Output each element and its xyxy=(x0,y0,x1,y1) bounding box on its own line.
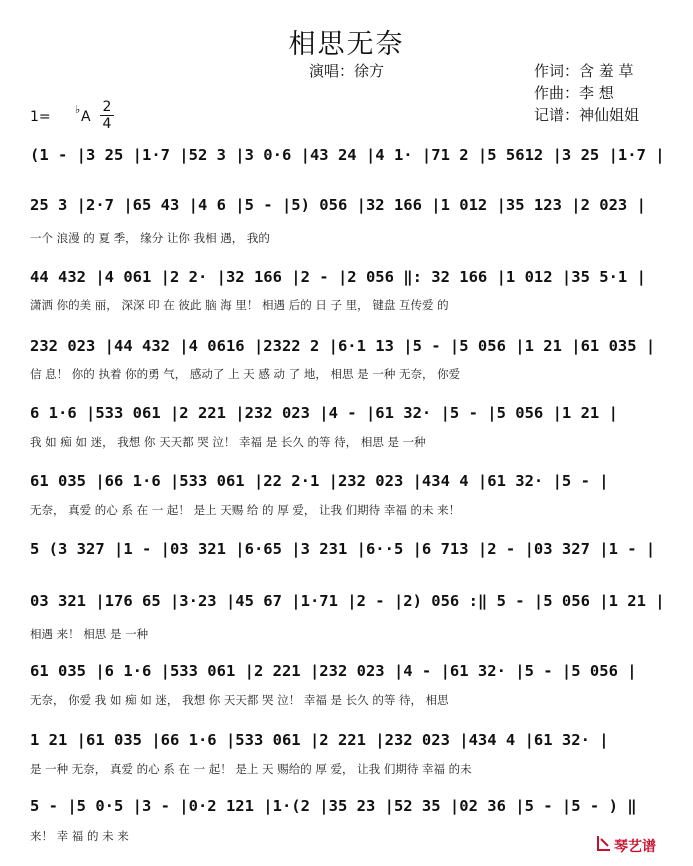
staff-line: 25 3 |2·7 |65 43 |4 6 |5 - |5) 056 |32 166 |1 012 |35 123 |2 023 | xyxy=(30,196,646,214)
staff-line: 232 023 |44 432 |4 0616 |2322 2 |6·1 13 |5 - |5 056 |1 21 |61 035 | xyxy=(30,337,656,355)
lyric-line: 潇洒 你的美 丽， 深深 印 在 彼此 脑 海 里！ 相遇 后的 日 子 里， 键盘 互传爱 的 xyxy=(30,298,449,312)
staff-line: 44 432 |4 061 |2 2· |32 166 |2 - |2 056 ‖: 32 166 |1 012 |35 5·1 | xyxy=(30,268,646,286)
staff-line: 03 321 |176 65 |3·23 |45 67 |1·71 |2 - |2) 056 :‖ 5 - |5 056 |1 21 | xyxy=(30,592,665,610)
transcriber-credit: 记谱：神仙姐姐 xyxy=(534,106,640,124)
key-signature xyxy=(30,99,120,137)
site-logo-text[interactable]: 琴艺谱 xyxy=(614,839,656,855)
site-logo-icon xyxy=(596,834,612,852)
lyric-line: 是 一种 无奈， 真爱 的心 系 在 一 起！ 是上 天 赐给的 厚 爱， 让我 们期待 幸福 的未 xyxy=(30,762,472,776)
key-letter: A xyxy=(81,109,91,125)
staff-line: 5 (3 327 |1 - |03 321 |6·65 |3 231 |6··5 |6 713 |2 - |03 327 |1 - | xyxy=(30,540,656,558)
staff-line: 6 1·6 |533 061 |2 221 |232 023 |4 - |61 32· |5 - |5 056 |1 21 | xyxy=(30,404,618,422)
key-prefix: 1= xyxy=(30,109,51,125)
composer-credit: 作曲：李 想 xyxy=(534,84,614,102)
time-signature-top: 2 xyxy=(102,99,112,115)
lyricist-credit: 作词：含 羞 草 xyxy=(534,62,634,80)
staff-line: 61 035 |66 1·6 |533 061 |22 2·1 |232 023 |434 4 |61 32· |5 - | xyxy=(30,472,609,490)
page-title: 相思无奈 xyxy=(288,29,405,60)
lyric-line: 一个 浪漫 的 夏 季， 缘分 让你 我相 遇， 我的 xyxy=(30,231,270,245)
staff-line: 1 21 |61 035 |66 1·6 |533 061 |2 221 |232 023 |434 4 |61 32· | xyxy=(30,731,609,749)
lyric-line: 相遇 来！ 相思 是 一种 xyxy=(30,627,149,641)
staff-line: (1 - |3 25 |1·7 |52 3 |3 0·6 |43 24 |4 1· |71 2 |5 5612 |3 25 |1·7 | xyxy=(30,146,665,164)
staff-line: 61 035 |6 1·6 |533 061 |2 221 |232 023 |4 - |61 32· |5 - |5 056 | xyxy=(30,662,637,680)
staff-line: 5 - |5 0·5 |3 - |0·2 121 |1·(2 |35 23 |52 35 |02 36 |5 - |5 - ) ‖ xyxy=(30,797,637,815)
lyric-line: 我 如 痴 如 迷， 我想 你 天天都 哭 泣！ 幸福 是 长久 的等 待， 相思 是 一种 xyxy=(30,435,426,449)
lyric-line: 来！ 幸 福 的 未 来 xyxy=(30,829,129,843)
lyric-line: 无奈， 你爱 我 如 痴 如 迷， 我想 你 天天都 哭 泣！ 幸福 是 长久 的等 待， 相思 xyxy=(30,693,449,707)
lyric-line: 信 息！ 你的 执着 你的勇 气， 感动了 上 天 感 动 了 地， 相思 是 一种 无奈， 你爱 xyxy=(30,367,461,381)
lyric-line: 无奈， 真爱 的心 系 在 一 起！ 是上 天赐 给 的 厚 爱， 让我 们期待 幸福 的未 来！ xyxy=(30,503,461,517)
flat-icon: ♭ xyxy=(75,103,81,116)
time-signature xyxy=(100,100,114,131)
singer-credit: 演唱：徐方 xyxy=(308,62,384,80)
time-signature-bottom: 4 xyxy=(102,116,112,132)
